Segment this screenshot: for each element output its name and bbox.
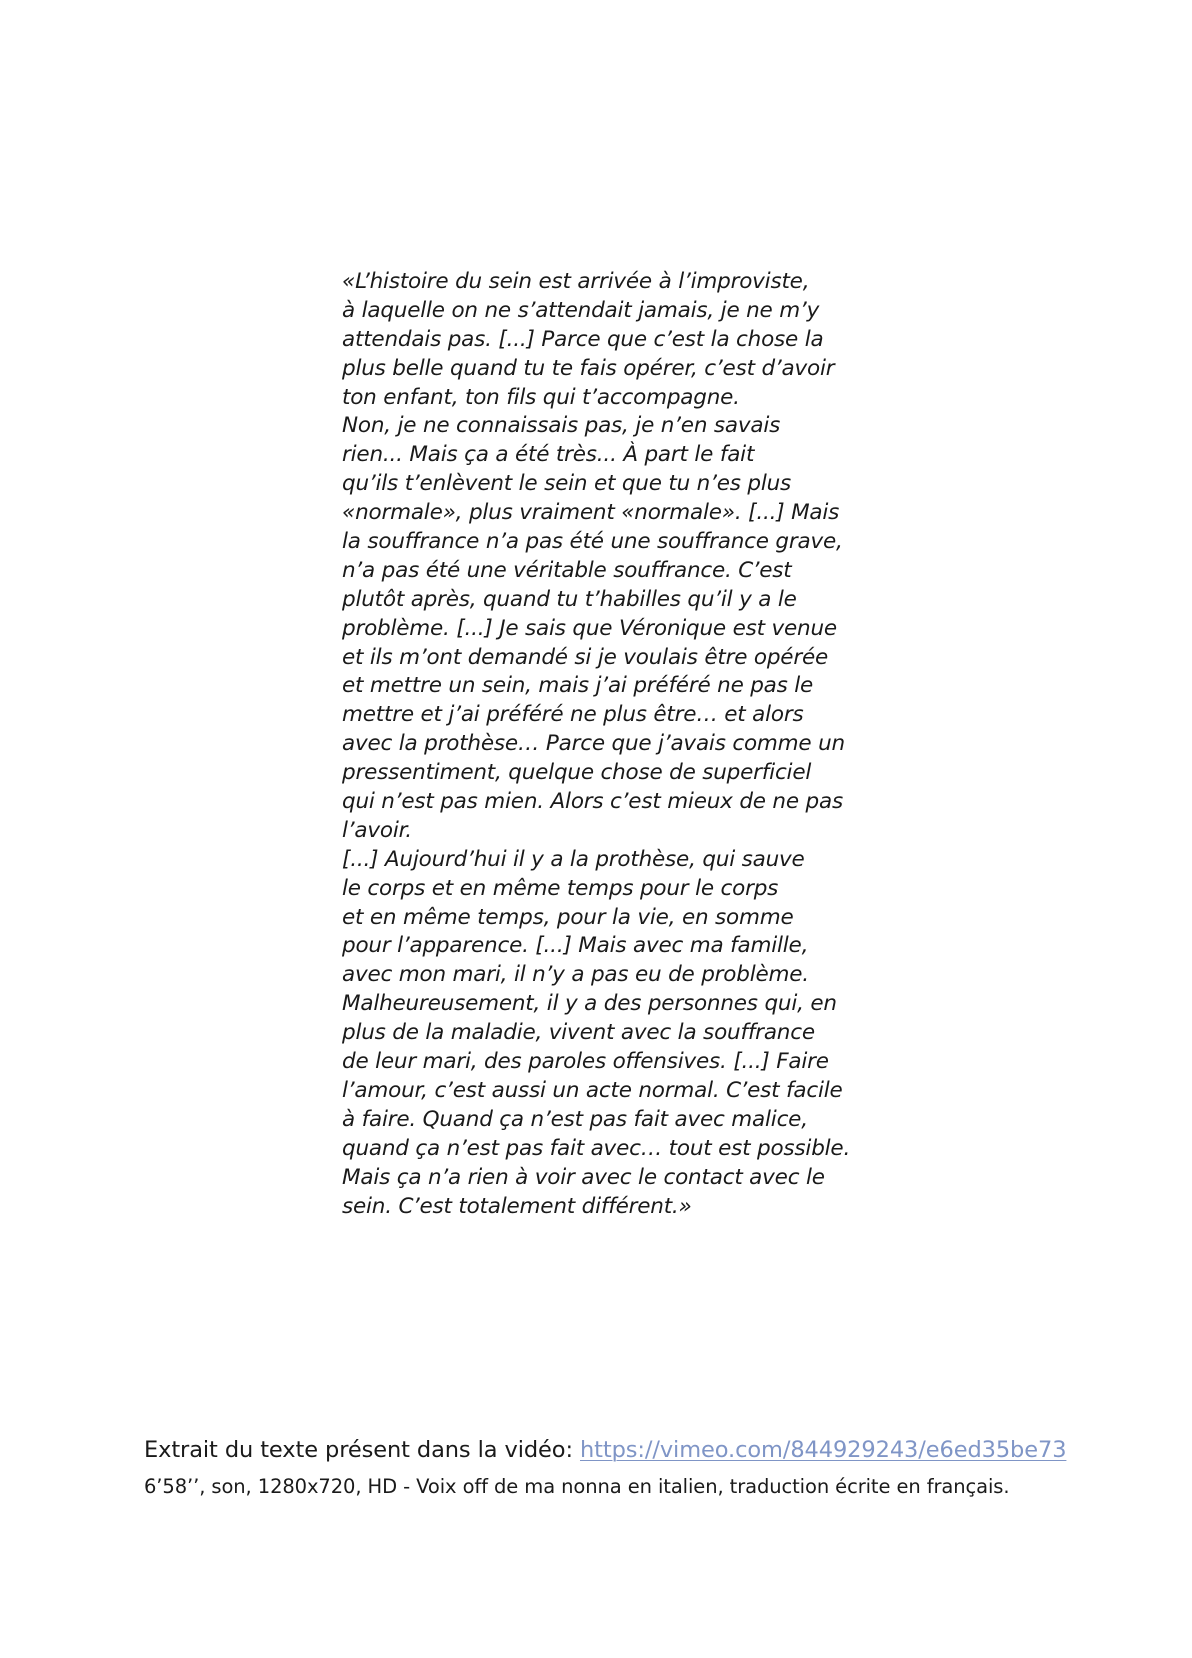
- quote-line: de leur mari, des paroles offensives. [...] Faire: [342, 1049, 829, 1075]
- quote-line: et ils m’ont demandé si je voulais être opérée: [342, 644, 829, 670]
- caption-prefix: Extrait du texte présent dans la vidéo:: [144, 1437, 580, 1463]
- quote-line: sein. C’est totalement différent.»: [342, 1193, 692, 1219]
- quote-line: qu’ils t’enlèvent le sein et que tu n’es plus: [342, 471, 792, 497]
- quote-line: plus de la maladie, vivent avec la souffrance: [342, 1020, 815, 1046]
- quote-line: Malheureusement, il y a des personnes qui, en: [342, 991, 837, 1017]
- quote-line: rien... Mais ça a été très... À part le fait: [342, 442, 755, 468]
- quote-line: et mettre un sein, mais j’ai préféré ne pas le: [342, 673, 814, 699]
- quote-line: avec la prothèse… Parce que j’avais comme un: [342, 731, 845, 757]
- caption-details: 6’58’’, son, 1280x720, HD - Voix off de ma nonna en italien, traduction écrite en français.: [144, 1475, 1010, 1498]
- quote-line: pour l’apparence. [...] Mais avec ma famille,: [342, 933, 809, 959]
- quote-line: pressentiment, quelque chose de superficiel: [342, 760, 812, 786]
- video-link[interactable]: https://vimeo.com/844929243/e6ed35be73: [579, 1437, 1067, 1463]
- quote-line: l’amour, c’est aussi un acte normal. C’est facile: [342, 1077, 843, 1103]
- quote-line: quand ça n’est pas fait avec… tout est possible.: [342, 1135, 851, 1161]
- quote-line: ton enfant, ton fils qui t’accompagne.: [342, 384, 740, 410]
- quote-line: n’a pas été une véritable souffrance. C’est: [342, 557, 792, 583]
- quote-line: [...] Aujourd’hui il y a la prothèse, qui sauve: [342, 846, 805, 872]
- quote-line: le corps et en même temps pour le corps: [342, 875, 779, 901]
- quote-line: l’avoir.: [342, 817, 412, 843]
- quote-line: attendais pas. [...] Parce que c’est la chose la: [342, 326, 824, 352]
- caption-source-line: [144, 1434, 1154, 1466]
- quote-line: et en même temps, pour la vie, en somme: [342, 904, 794, 930]
- quote-line: Mais ça n’a rien à voir avec le contact avec le: [342, 1164, 825, 1190]
- quote-line: la souffrance n’a pas été une souffrance grave,: [342, 529, 843, 555]
- caption: [144, 1434, 1154, 1500]
- quote-block: [342, 268, 882, 1221]
- quote-line: «normale», plus vraiment «normale». [...] Mais: [342, 500, 840, 526]
- quote-line: «L’histoire du sein est arrivée à l’improviste,: [342, 269, 810, 294]
- quote-line: Non, je ne connaissais pas, je n’en savais: [342, 413, 781, 439]
- quote-line: plutôt après, quand tu t’habilles qu’il y a le: [342, 586, 797, 612]
- quote-line: problème. [...] Je sais que Véronique est venue: [342, 615, 837, 641]
- quote-line: mettre et j’ai préféré ne plus être… et alors: [342, 702, 804, 728]
- quote-line: avec mon mari, il n’y a pas eu de problème.: [342, 962, 809, 988]
- quote-line: qui n’est pas mien. Alors c’est mieux de ne pas: [342, 789, 843, 815]
- quote-line: à faire. Quand ça n’est pas fait avec malice,: [342, 1106, 808, 1132]
- quote-line: à laquelle on ne s’attendait jamais, je ne m’y: [342, 297, 820, 323]
- quote-line: plus belle quand tu te fais opérer, c’est d’avoir: [342, 355, 835, 381]
